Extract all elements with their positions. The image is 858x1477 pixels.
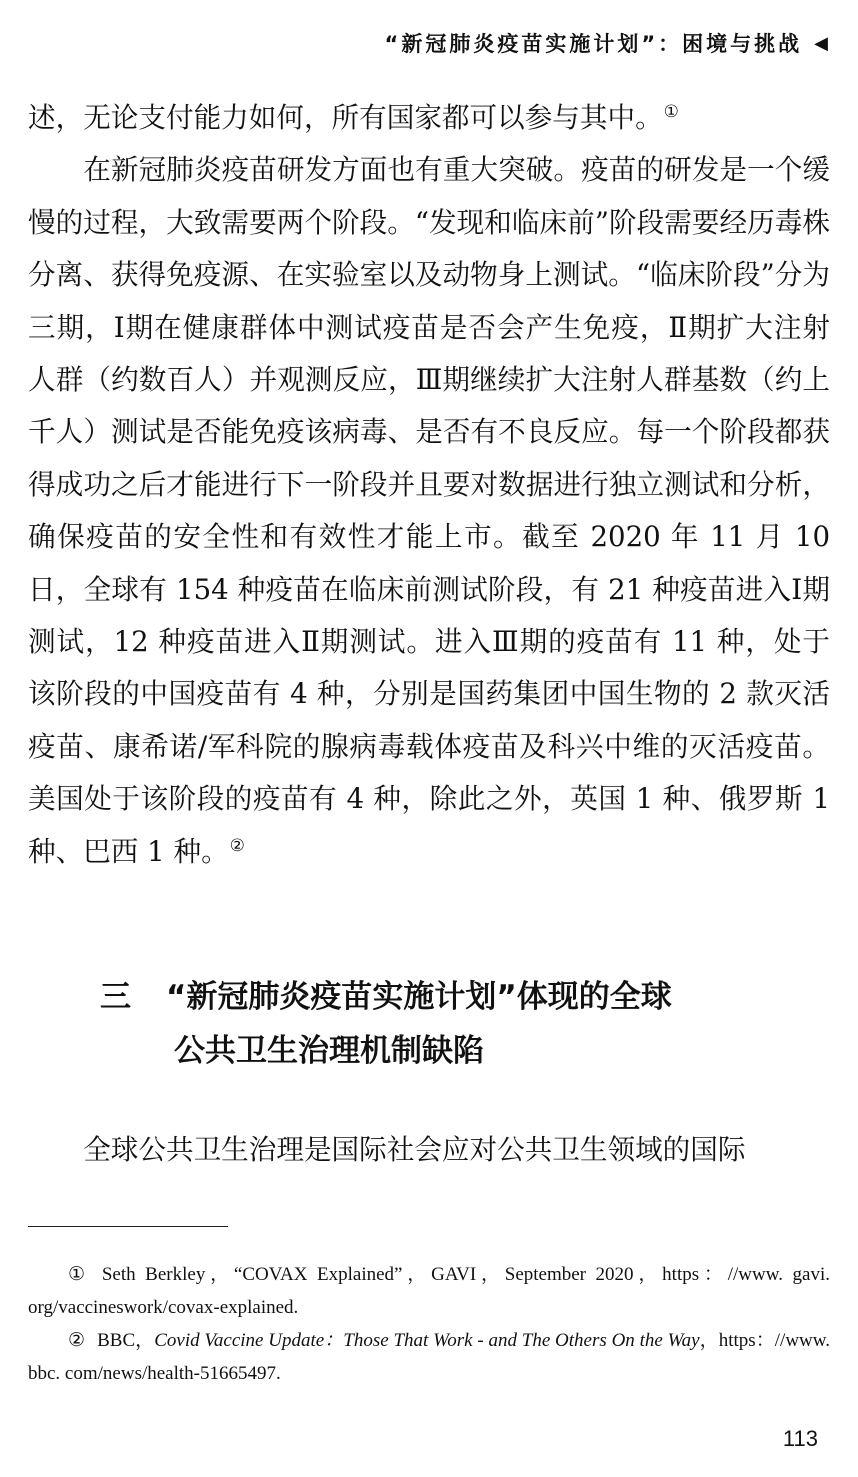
page-number: 113 (782, 1426, 818, 1451)
section-title-line-2: 公共卫生治理机制缺陷 (174, 1033, 484, 1069)
footnote-reference-2[interactable]: ② (229, 835, 245, 856)
footnotes (28, 1258, 830, 1390)
paragraph-continued (28, 92, 830, 144)
body-text (28, 92, 830, 878)
footnote-article-title: Covid Vaccine Update：Those That Work - and The Others On the Way (154, 1330, 700, 1351)
footnote-reference-1[interactable]: ① (663, 101, 679, 122)
running-header (385, 28, 828, 58)
paragraph-text: 在新冠肺炎疫苗研发方面也有重大突破。疫苗的研发是一个缓慢的过程，大致需要两个阶段。“发现和临床前”阶段需要经历毒株分离、获得免疫源、在实验室以及动物身上测试。“临床阶段”分为三期，Ⅰ期在健康群体中测试疫苗是否会产生免疫，Ⅱ期扩大注射人群（约数百人）并观测反应，Ⅲ期继续扩大注射人群基数（约上千人）测试是否能免疫该病毒、是否有不良反应。每一个阶段都获得成功之后才能进行下一阶段并且要对数据进行独立测试和分析，确保疫苗的安全性和有效性才能上市。截至 2020 年 11 月 10 日，全球有 154 种疫苗在临床前测试阶段，有 21 种疫苗进入Ⅰ期测试，12 种疫苗进入Ⅱ期测试。进入Ⅲ期的疫苗有 11 种，处于该阶段的中国疫苗有 4 种，分别是国药集团中国生物的 2 款灭活疫苗、康希诺/军科院的腺病毒载体疫苗及科兴中维的灭活疫苗。美国处于该阶段的疫苗有 4 种，除此之外，英国 1 种、俄罗斯 1 种、巴西 1 种。 (28, 153, 830, 868)
running-title: “新冠肺炎疫苗实施计划”：困境与挑战 (384, 32, 803, 56)
paragraph-text: 述，无论支付能力如何，所有国家都可以参与其中。 (28, 101, 663, 134)
left-triangle-icon: ◀ (814, 32, 828, 54)
footnote-text-after: ，https：//www. bbc. com/news/health-51665497. (28, 1330, 830, 1384)
footnote-2 (28, 1324, 830, 1390)
footnote-mark: ② (68, 1330, 86, 1351)
section-title-line-1: “新冠肺炎疫苗实施计划”体现的全球 (166, 979, 672, 1015)
footnote-1 (28, 1258, 830, 1324)
footnote-text-before: BBC， (97, 1330, 155, 1351)
section-heading (100, 970, 672, 1078)
footnote-divider (28, 1226, 228, 1227)
paragraph-vaccine-development (28, 144, 830, 878)
section-title (166, 970, 672, 1078)
section-number: 三 (100, 979, 131, 1015)
section-first-paragraph (28, 1124, 830, 1176)
paragraph-text: 全球公共卫生治理是国际社会应对公共卫生领域的国际 (83, 1133, 746, 1166)
footnote-text: Seth Berkley，“COVAX Explained”，GAVI，September 2020，https：//www. gavi. org/vaccineswork/covax-explained. (28, 1264, 830, 1318)
footnote-mark: ① (68, 1264, 90, 1285)
